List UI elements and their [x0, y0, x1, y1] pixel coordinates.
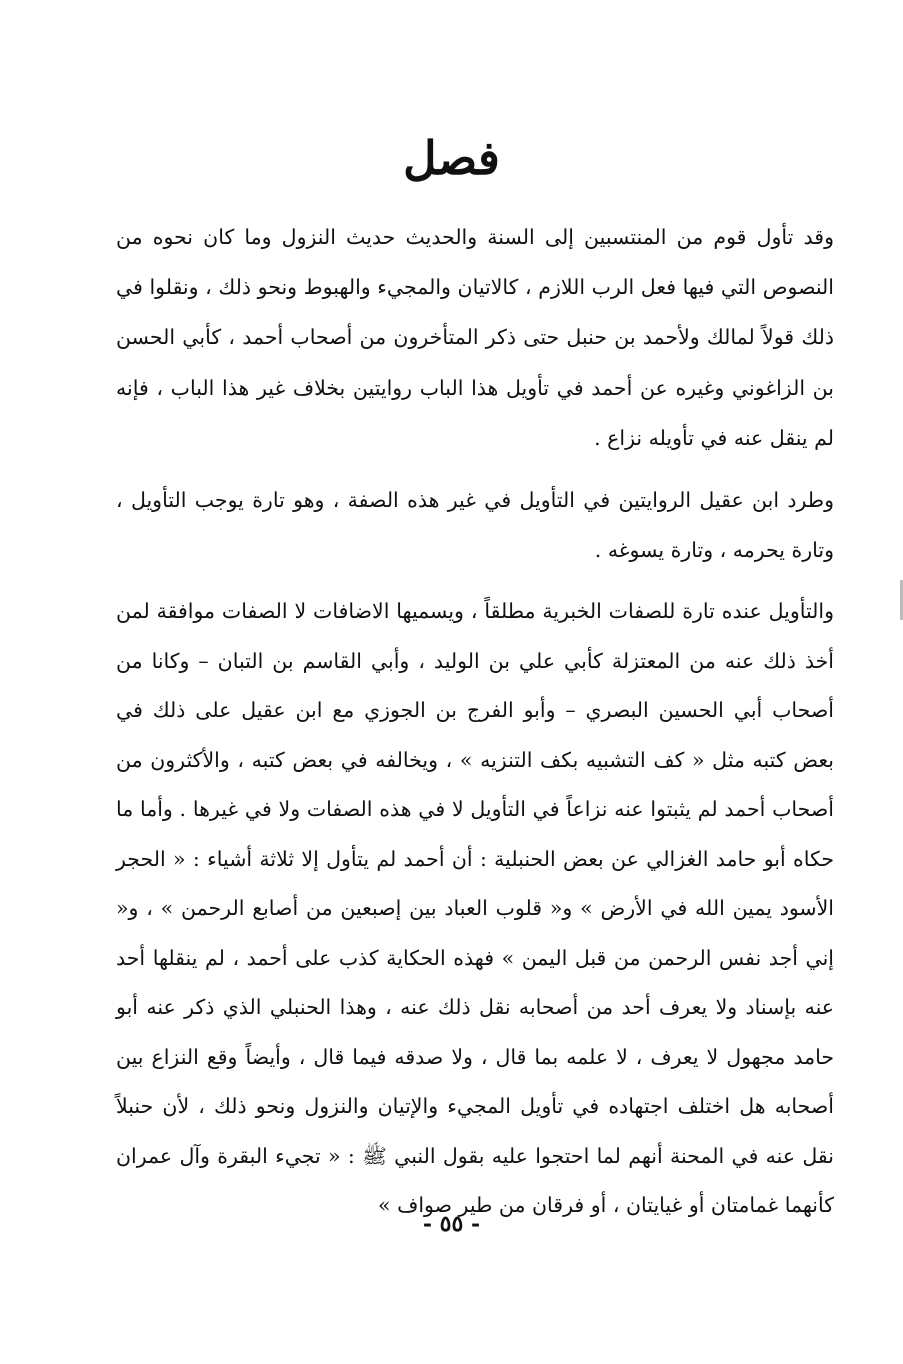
- section-heading: فصل: [403, 131, 500, 185]
- page-number: - ٥٥ -: [422, 1211, 481, 1237]
- paragraph-2: وطرد ابن عقيل الروايتين في التأويل في غير هذه الصفة ، وهو تارة يوجب التأويل ، وتارة يحرمه ، وتارة يسوغه .: [116, 488, 834, 563]
- paragraph-3: والتأويل عنده تارة للصفات الخبرية مطلقاً ، ويسميها الاضافات لا الصفات موافقة لمن أخذ ذلك عنه من المعتزلة كأبي علي بن الوليد ، وأبي القاسم بن التبان – وكانا من أصحاب أبي الحسين البصري – وأبو الفرج بن الجوزي مع ابن عقيل على ذلك في بعض كتبه مثل « كف التشبيه بكف التنزيه » ، ويخالفه في بعض كتبه ، والأكثرون من أصحاب أحمد لم يثبتوا عنه نزاعاً في التأويل لا في هذه الصفات ولا في غيرها . وأما ما حكاه أبو حامد الغزالي عن بعض الحنبلية : أن أحمد لم يتأول إلا ثلاثة أشياء : « الحجر الأسود يمين الله في الأرض » و« قلوب العباد بين إصبعين من أصابع الرحمن » ، و« إني أجد نفس الرحمن من قبل اليمن » فهذه الحكاية كذب على أحمد ، لم ينقلها أحد عنه بإسناد ولا يعرف أحد من أصحابه نقل ذلك عنه ، وهذا الحنبلي الذي ذكر عنه أبو حامد مجهول لا يعرف ، لا علمه بما قال ، ولا صدقه فيما قال ، وأيضاً وقع النزاع بين أصحابه هل اختلف اجتهاده في تأويل المجيء والإتيان والنزول ونحو ذلك ، لأن حنبلاً نقل عنه في المحنة أنهم لما احتجوا عليه بقول النبي ﷺ : « تجيء البقرة وآل عمران كأنهما غمامتان أو غيايتان ، أو فرقان من طير صواف »: [116, 599, 834, 1218]
- body-text: [116, 212, 834, 1231]
- paragraph-1: وقد تأول قوم من المنتسبين إلى السنة والحديث حديث النزول وما كان نحوه من النصوص التي فيها فعل الرب اللازم ، كالاتيان والمجيء والهبوط ونحو ذلك ، ونقلوا في ذلك قولاً لمالك ولأحمد بن حنبل حتى ذكر المتأخرون من أصحاب أحمد ، كأبي الحسن بن الزاغوني وغيره عن أحمد في تأويل هذا الباب روايتين بخلاف غير هذا الباب ، فإنه لم ينقل عنه في تأويله نزاع .: [116, 225, 834, 450]
